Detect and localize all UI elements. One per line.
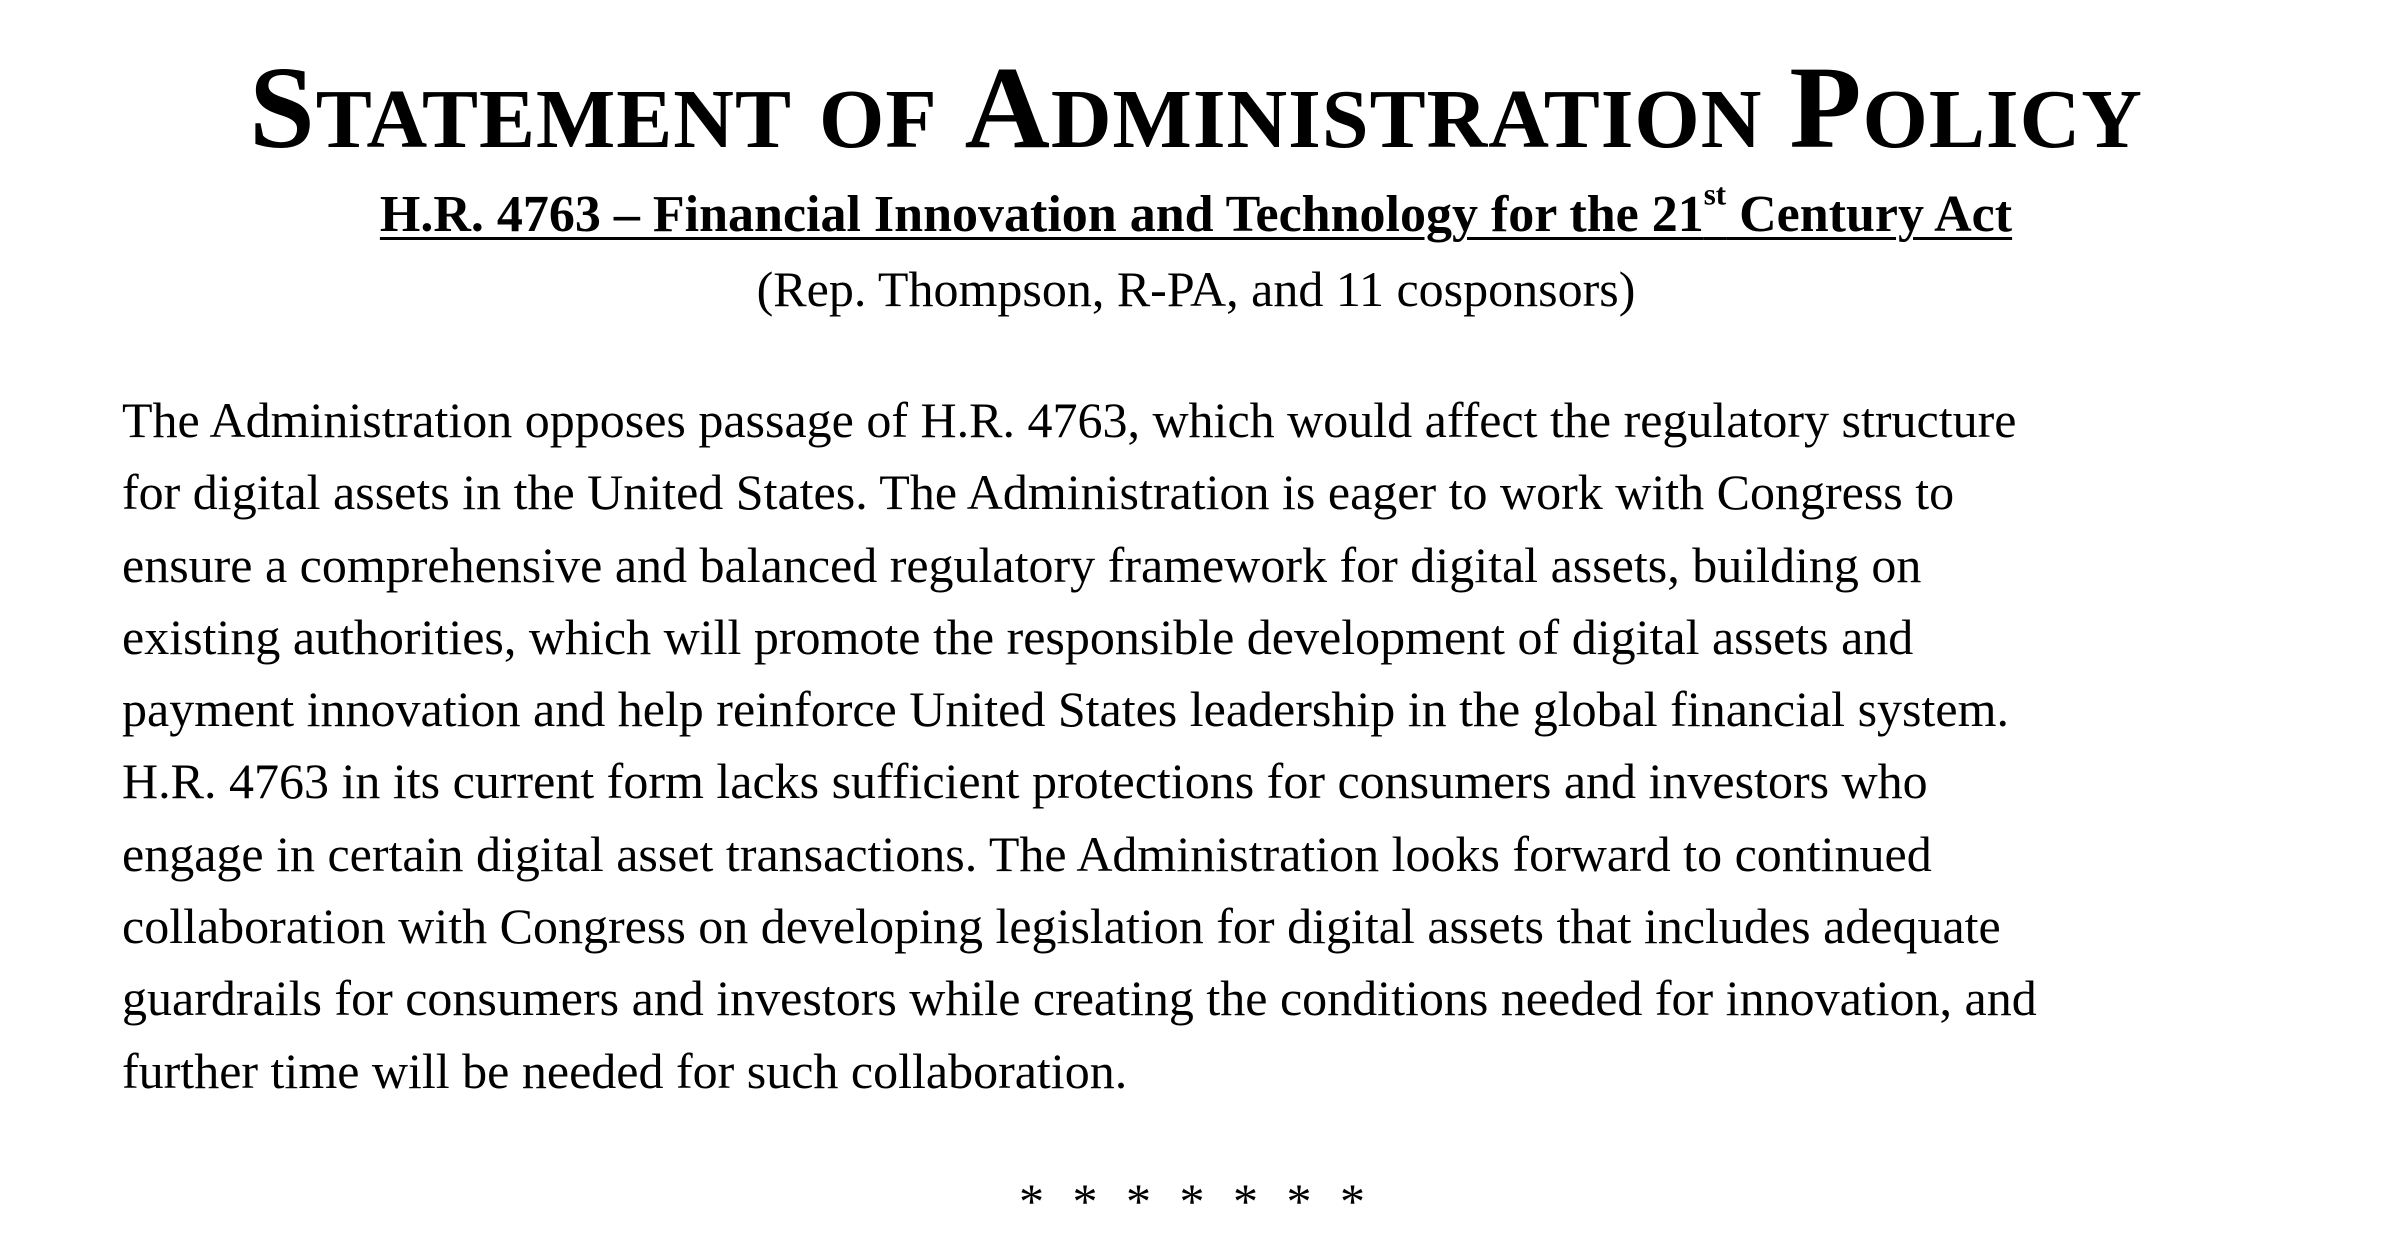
paragraph-line: collaboration with Congress on developing legislation for digital assets that includes adequate — [122, 898, 2001, 955]
title-word-statement: STATEMENT — [249, 42, 792, 173]
paragraph-line: ensure a comprehensive and balanced regulatory framework for digital assets, building on — [122, 536, 1922, 593]
paragraph-line: The Administration opposes passage of H.R. 4763, which would affect the regulatory structure — [122, 392, 2017, 448]
paragraph-line: further time will be needed for such collaboration. — [122, 1042, 1128, 1099]
paragraph-line: payment innovation and help reinforce United States leadership in the global financial system. — [122, 681, 2009, 738]
section-separator: * * * * * * * — [1019, 1173, 1373, 1229]
sponsor-line: (Rep. Thompson, R-PA, and 11 cosponsors) — [756, 261, 1636, 317]
paragraph-line: guardrails for consumers and investors while creating the conditions needed for innovation, and — [122, 970, 2037, 1027]
bill-title: H.R. 4763 – Financial Innovation and Technology for the 21st Century Act — [379, 176, 2013, 243]
bill-heading — [0, 176, 2392, 246]
title-word-policy: POLICY — [1789, 42, 2143, 173]
paragraph-line: engage in certain digital asset transactions. The Administration looks forward to continued — [122, 825, 1932, 882]
statement-paragraph — [122, 384, 2037, 1107]
page-title — [0, 42, 2392, 180]
paragraph-line: for digital assets in the United States. The Administration is eager to work with Congress to — [122, 464, 1955, 521]
paragraph-line: H.R. 4763 in its current form lacks sufficient protections for consumers and investors who — [122, 753, 1928, 810]
ordinal-superscript: st — [1703, 176, 1727, 212]
title-word-of: OF — [819, 73, 938, 166]
paragraph-line: existing authorities, which will promote the responsible development of digital assets and — [122, 608, 1914, 665]
title-word-administration: ADMINISTRATION — [964, 42, 1763, 173]
